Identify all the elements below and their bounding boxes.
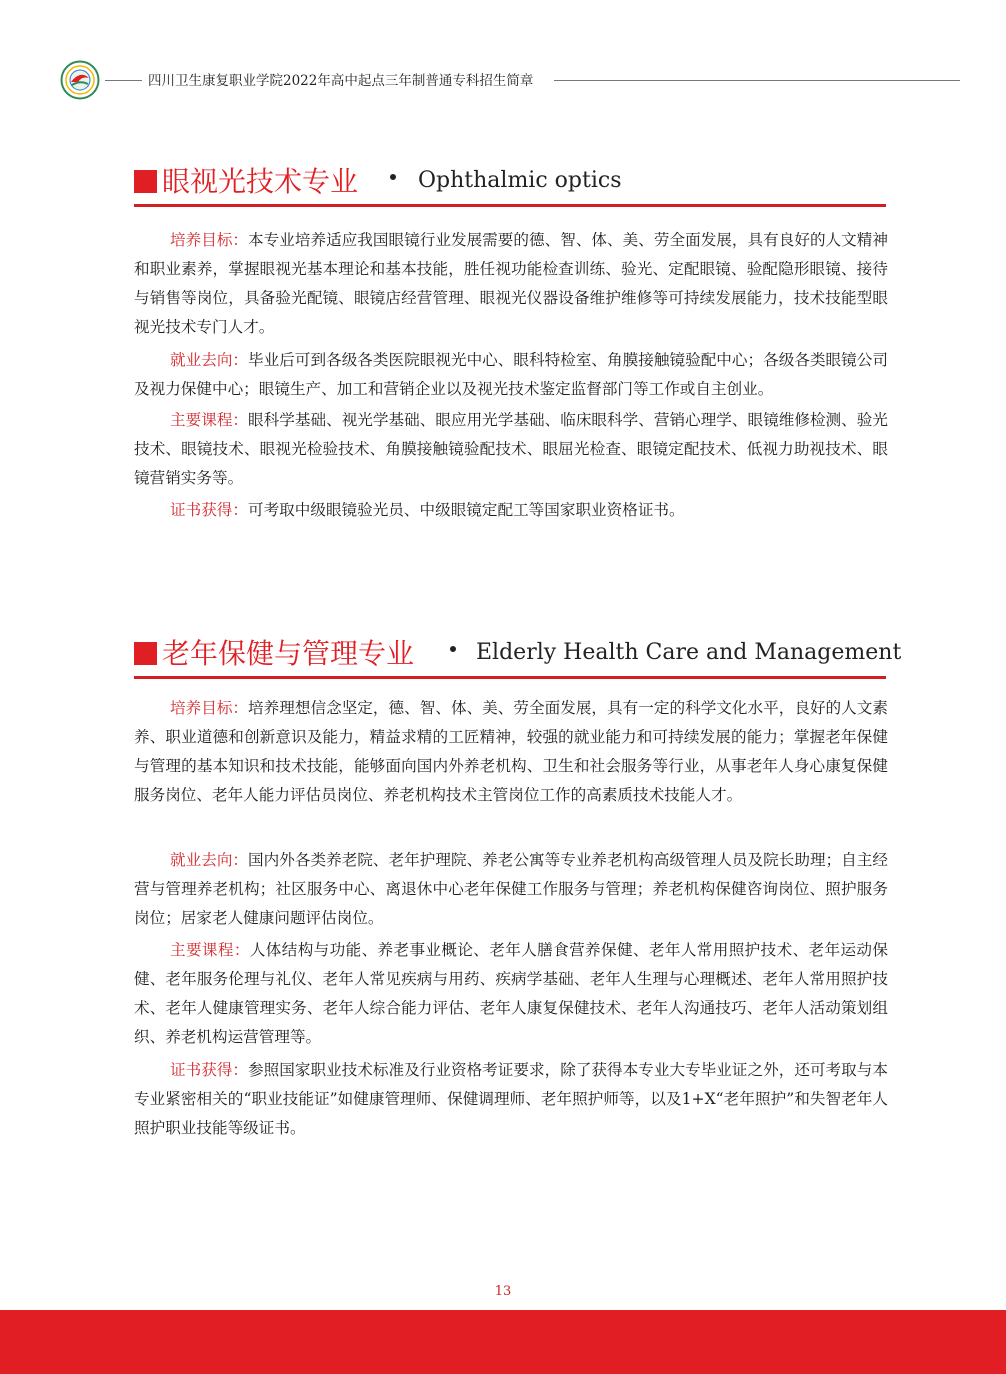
paragraph-training-goal	[134, 694, 888, 810]
text-courses: 人体结构与功能、养老事业概论、老年人膳食营养保健、老年人常用照护技术、老年运动保健、老年服务伦理与礼仪、老年人常见疾病与用药、疾病学基础、老年人生理与心理概述、老年人常用照护技术、老年人健康管理实务、老年人综合能力评估、老年人康复保健技术、老年人沟通技巧、老年人活动策划组织、养老机构运营管理等。	[134, 941, 888, 1046]
paragraph-certificates	[134, 496, 888, 525]
text-certificates: 参照国家职业技术标准及行业资格考证要求，除了获得本专业大专毕业证之外，还可考取与本专业紧密相关的“职业技能证”如健康管理师、保健调理师、老年照护师等，以及1+X“老年照护”和失智老年人照护职业技能等级证书。	[134, 1061, 888, 1137]
text-courses: 眼科学基础、视光学基础、眼应用光学基础、临床眼科学、营销心理学、眼镜维修检测、验光技术、眼镜技术、眼视光检验技术、角膜接触镜验配技术、眼屈光检查、眼镜定配技术、低视力助视技术、眼镜营销实务等。	[134, 411, 888, 487]
label-certificates: 证书获得：	[170, 501, 248, 519]
label-employment: 就业去向：	[170, 351, 249, 369]
label-employment: 就业去向：	[170, 851, 249, 869]
paragraph-training-goal	[134, 226, 888, 342]
section-title-zh: 眼视光技术专业	[162, 165, 359, 198]
paragraph-courses	[134, 406, 888, 493]
text-employment: 国内外各类养老院、老年护理院、养老公寓等专业养老机构高级管理人员及院长助理；自主经营与管理养老机构；社区服务中心、离退休中心老年保健工作服务与管理；养老机构保健咨询岗位、照护服务岗位；居家老人健康问题评估岗位。	[134, 851, 888, 927]
red-square-icon	[134, 170, 157, 193]
section-title-en: Elderly Health Care and Management	[476, 640, 902, 665]
section-rule	[134, 204, 886, 207]
paragraph-employment	[134, 846, 888, 933]
header-title: 四川卫生康复职业学院2022年高中起点三年制普通专科招生简章	[148, 73, 534, 89]
section-rule	[134, 676, 886, 679]
text-employment: 毕业后可到各级各类医院眼视光中心、眼科特检室、角膜接触镜验配中心；各级各类眼镜公司及视力保健中心；眼镜生产、加工和营销企业以及视光技术鉴定监督部门等工作或自主创业。	[134, 351, 888, 398]
paragraph-courses	[134, 936, 888, 1052]
footer-bar	[0, 1310, 1006, 1374]
bullet-dot-icon	[390, 174, 396, 180]
paragraph-certificates	[134, 1056, 888, 1143]
page-header	[0, 0, 1006, 110]
section-title-ophthalmic	[134, 162, 894, 206]
label-training-goal: 培养目标：	[170, 231, 249, 249]
section-title-en: Ophthalmic optics	[418, 168, 622, 193]
label-training-goal: 培养目标：	[170, 699, 249, 717]
page-number: 13	[494, 1284, 512, 1299]
paragraph-employment	[134, 346, 888, 404]
header-rule-right	[554, 80, 960, 81]
school-emblem-icon	[60, 60, 100, 100]
red-square-icon	[134, 642, 157, 665]
text-certificates: 可考取中级眼镜验光员、中级眼镜定配工等国家职业资格证书。	[247, 501, 685, 519]
text-training-goal: 培养理想信念坚定，德、智、体、美、劳全面发展，具有一定的科学文化水平，良好的人文素养、职业道德和创新意识及能力，精益求精的工匠精神，较强的就业能力和可持续发展的能力；掌握老年保健与管理的基本知识和技术技能，能够面向国内外养老机构、卫生和社会服务等行业，从事老年人身心康复保健服务岗位、老年人能力评估员岗位、养老机构技术主管岗位工作的高素质技术技能人才。	[134, 699, 888, 804]
header-rule-left	[105, 80, 142, 81]
label-courses: 主要课程：	[170, 411, 249, 429]
label-certificates: 证书获得：	[170, 1061, 249, 1079]
section-title-zh: 老年保健与管理专业	[162, 637, 415, 670]
text-training-goal: 本专业培养适应我国眼镜行业发展需要的德、智、体、美、劳全面发展，具有良好的人文精神和职业素养，掌握眼视光基本理论和基本技能，胜任视功能检查训练、验光、定配眼镜、验配隐形眼镜、接待与销售等岗位，具备验光配镜、眼镜店经营管理、眼视光仪器设备维护维修等可持续发展能力，技术技能型眼视光技术专门人才。	[134, 231, 888, 336]
bullet-dot-icon	[450, 646, 456, 652]
section-title-elderly-care	[134, 634, 902, 678]
label-courses: 主要课程：	[170, 941, 250, 959]
